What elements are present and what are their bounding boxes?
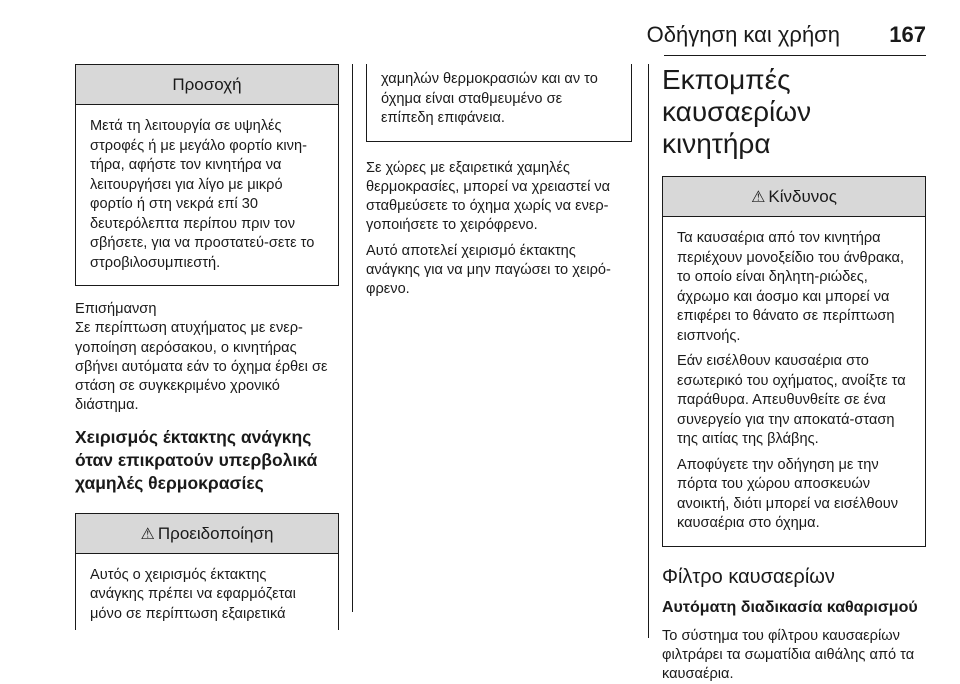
warning-title: Προειδοποίηση: [158, 524, 274, 543]
note-label: Επισήμανση: [75, 300, 339, 319]
column-divider-2: [648, 64, 649, 638]
warning-triangle-icon: ⚠: [141, 526, 155, 543]
paragraph-emergency-handling: Αυτό αποτελεί χειρισμό έκτακτης ανάγκης για να μην παγώσει το χειρό-φρενο.: [366, 242, 632, 300]
column-divider-1: [352, 64, 353, 612]
warning-box-body: [76, 554, 338, 631]
danger-box-body: [663, 217, 925, 546]
running-header: Οδήγηση και χρήση: [647, 22, 840, 48]
caution-box-header: [76, 65, 338, 105]
page-number: 167: [889, 22, 926, 48]
caution-box-body: [76, 105, 338, 285]
section-heading-emergency: Χειρισμός έκτακτης ανάγκης όταν επικρατούν υπερβολικά χαμηλές θερμοκρασίες: [75, 426, 339, 495]
warning-triangle-icon: ⚠: [751, 189, 765, 206]
note-block: [75, 300, 339, 416]
danger-box-header: [663, 177, 925, 217]
danger-text-2: Εάν εισέλθουν καυσαέρια στο εσωτερικό του οχήματος, ανοίξτε τα παράθυρα. Απευθυνθείτε σε ένα συνεργείο για την αποκατά-σταση της αιτίας της βλάβης.: [677, 352, 911, 450]
caution-box: [75, 64, 339, 286]
danger-title: Κίνδυνος: [768, 187, 837, 206]
paragraph-filter: Το σύστημα του φίλτρου καυσαερίων φιλτράρει τα σωματίδια αιθάλης από τα καυσαέρια.: [662, 627, 926, 684]
caution-text: Μετά τη λειτουργία σε υψηλές στροφές ή με μεγάλο φορτίο κινη-τήρα, αφήστε τον κινητήρα να λειτουργήσει για λίγο με μικρό φορτίο ή στη νεκρά επί 30 δευτερόλεπτα περίπου πριν τον σβήσετε, για να προστατεύ-σετε το στροβιλοσυμπιεστή.: [90, 117, 324, 273]
warning-continued-body: [367, 64, 631, 141]
danger-text-1: Τα καυσαέρια από τον κινητήρα περιέχουν μονοξείδιο του άνθρακα, το οποίο είναι δηλητη-ριώδες, άχρωμο και άοσμο και μπορεί να επιφέρει το θάνατο σε περίπτωση εισπνοής.: [677, 229, 911, 346]
column-1: [75, 64, 339, 630]
section-title-exhaust: Εκπομπές καυσαερίων κινητήρα: [662, 64, 926, 160]
subsection-title-auto-clean: Αυτόματη διαδικασία καθαρισμού: [662, 597, 926, 619]
header-rule: [664, 55, 926, 56]
danger-text-3: Αποφύγετε την οδήγηση με την πόρτα του χώρου αποσκευών ανοικτή, διότι μπορεί να εισέλθουν καυσαέρια στο όχημα.: [677, 456, 911, 534]
column-3: [662, 64, 926, 684]
warning-continued-text: χαμηλών θερμοκρασιών και αν το όχημα είναι σταθμευμένο σε επίπεδη επιφάνεια.: [381, 70, 617, 129]
section-title-filter: Φίλτρο καυσαερίων: [662, 565, 926, 589]
warning-box-header: [76, 514, 338, 554]
warning-box: [75, 513, 339, 631]
note-text: Σε περίπτωση ατυχήματος με ενερ-γοποίηση αερόσακου, ο κινητήρας σβήνει αυτόματα εάν το όχημα έρθει σε στάση σε συγκεκριμένο χρονικό διάστημα.: [75, 319, 339, 415]
warning-text: Αυτός ο χειρισμός έκτακτης ανάγκης πρέπει να εφαρμόζεται μόνο σε περίπτωση εξαιρετικά: [90, 566, 324, 625]
paragraph-low-temps: Σε χώρες με εξαιρετικά χαμηλές θερμοκρασίες, μπορεί να χρειαστεί να σταθμεύσετε το όχημα χωρίς να ενερ-γοποιήσετε το χειρόφρενο.: [366, 159, 632, 236]
danger-box: [662, 176, 926, 547]
caution-title: Προσοχή: [172, 75, 241, 94]
column-2: [366, 64, 632, 300]
warning-box-continued: [366, 64, 632, 142]
